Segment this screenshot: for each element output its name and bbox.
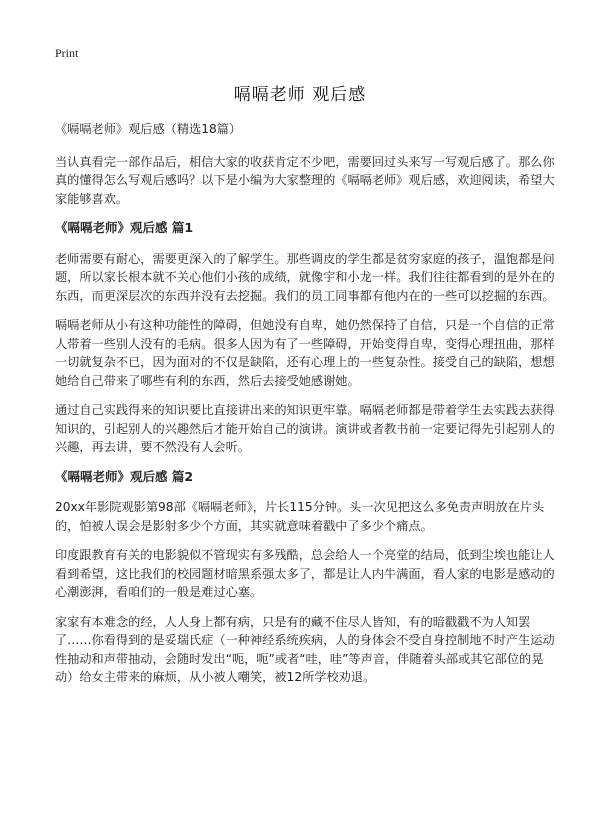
paragraph: 老师需要有耐心，需要更深入的了解学生。那些调皮的学生都是贫穷家庭的孩子，温饱都是问题，所以家长根本就不关心他们小孩的成绩，就像宇和小龙一样。我们往往都看到的是外在的东西，而更深层次的东西并没有去挖掘。我们的员工同事都有他内在的一些可以挖掘的东西。 [55,251,555,303]
document-subtitle: 《嗝嗝老师》观后感（精选18篇） [55,122,242,136]
intro-paragraph: 当认真看完一部作品后，相信大家的收获肯定不少吧，需要回过头来写一写观后感了。那么你真的懂得怎么写观后感吗？以下是小编为大家整理的《嗝嗝老师》观后感，欢迎阅读，希望大家能够喜欢。 [55,154,555,206]
paragraph: 通过自己实践得来的知识要比直接讲出来的知识更牢靠。嗝嗝老师都是带着学生去实践去获得知识的，引起别人的兴趣然后才能开始自己的演讲。演讲或者教书前一定要记得先引起别人的兴趣，再去讲，要不然没有人会听。 [55,403,555,454]
print-label[interactable]: Print [55,46,79,60]
section-heading-1: 《嗝嗝老师》观后感 篇1 [55,220,194,235]
page-title: 嗝嗝老师 观后感 [233,85,367,105]
paragraph: 家家有本难念的经，人人身上都有病，只是有的藏不住尽人皆知，有的暗戳戳不为人知罢了……你看得到的是妥瑞氏症（一种神经系统疾病，人的身体会不受自身控制地不时产生运动性抽动和声带抽动，会随时发出“呃，呃”或者“哇，哇”等声音，伴随着头部或其它部位的晃动）给女主带来的麻烦，从小被人嘲笑，被12所学校劝退。 [55,614,555,684]
paragraph: 印度跟教育有关的电影貌似不管现实有多残酷，总会给人一个亮堂的结局，低到尘埃也能让人看到希望，这比我们的校园题材暗黑系强太多了，都是让人内牛满面，看人家的电影是感动的心潮澎湃，看咱们的一般是难过心塞。 [55,548,555,599]
section-heading-2: 《嗝嗝老师》观后感 篇2 [55,468,194,484]
document-body [55,120,555,698]
paragraph: 嗝嗝老师从小有这种功能性的障碍，但她没有自卑，她仍然保持了自信，只是一个自信的正常人带着一些别人没有的毛病。很多人因为有了一些障碍，开始变得自卑，变得心理扭曲，那样一切就复杂不已，因为面对的不仅是缺陷，还有心理上的一些复杂性。接受自己的缺陷，想想她给自己带来了哪些有利的东西，然后去接受她感谢她。 [55,318,555,388]
paragraph: 20xx年影院观影第98部《嗝嗝老师》，片长115分钟。头一次见把这么多免责声明放在片头的，怕被人误会是影射多少个方面，其实就意味着戳中了多少个痛点。 [55,500,545,533]
